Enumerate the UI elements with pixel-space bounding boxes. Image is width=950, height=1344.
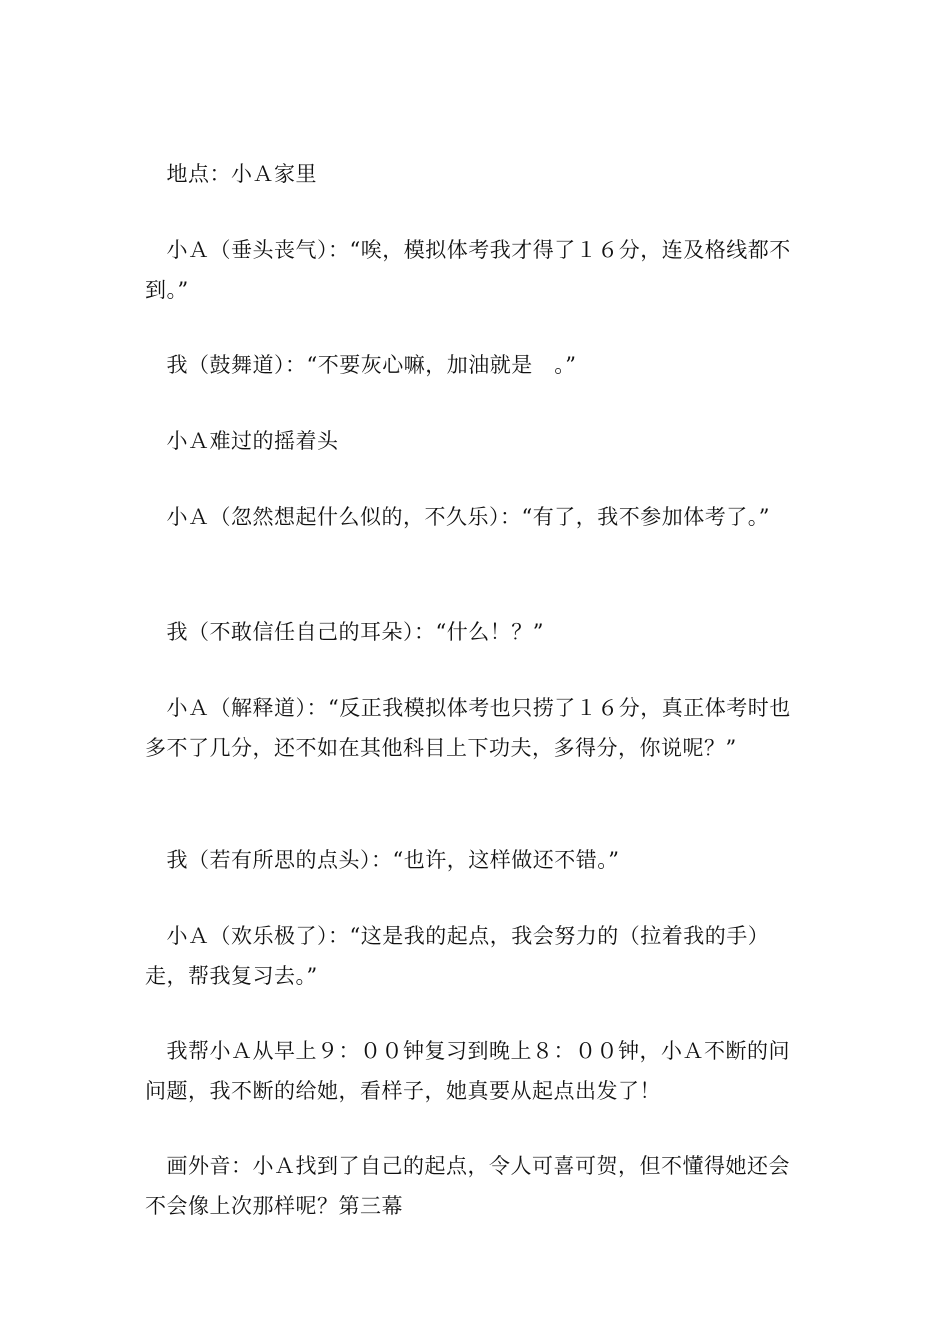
paragraph-action-1: 小Ａ难过的摇着头: [145, 429, 339, 453]
paragraph-location: 地点：小Ａ家里: [145, 162, 317, 186]
paragraph-voiceover: 画外音：小Ａ找到了自己的起点，令人可喜可贺，但不懂得她还会不会像上次那样呢？第三幕: [145, 1154, 790, 1218]
paragraph-dialogue-3: 小Ａ（忽然想起什么似的，不久乐）：“有了，我不参加体考了。”: [145, 505, 770, 529]
paragraph-dialogue-7: 小Ａ（欢乐极了）：“这是我的起点，我会努力的（拉着我的手）走，帮我复习去。”: [145, 924, 770, 988]
paragraph-dialogue-1: 小Ａ（垂头丧气）：“唉，模拟体考我才得了１６分，连及格线都不到。”: [145, 238, 791, 302]
paragraph-dialogue-5: 小Ａ（解释道）：“反正我模拟体考也只捞了１６分，真正体考时也多不了几分，还不如在其他科目上下功夫，多得分，你说呢？”: [145, 696, 791, 760]
paragraph-narration-1: 我帮小Ａ从早上９：００钟复习到晚上８：００钟，小Ａ不断的问问题，我不断的给她，看样子，她真要从起点出发了！: [145, 1039, 790, 1103]
paragraph-dialogue-4: 我（不敢信任自己的耳朵）：“什么！？”: [145, 620, 544, 644]
paragraph-dialogue-2: 我（鼓舞道）：“不要灰心嘛，加油就是 。”: [145, 353, 577, 377]
paragraph-dialogue-6: 我（若有所思的点头）：“也许，这样做还不错。”: [145, 848, 620, 872]
